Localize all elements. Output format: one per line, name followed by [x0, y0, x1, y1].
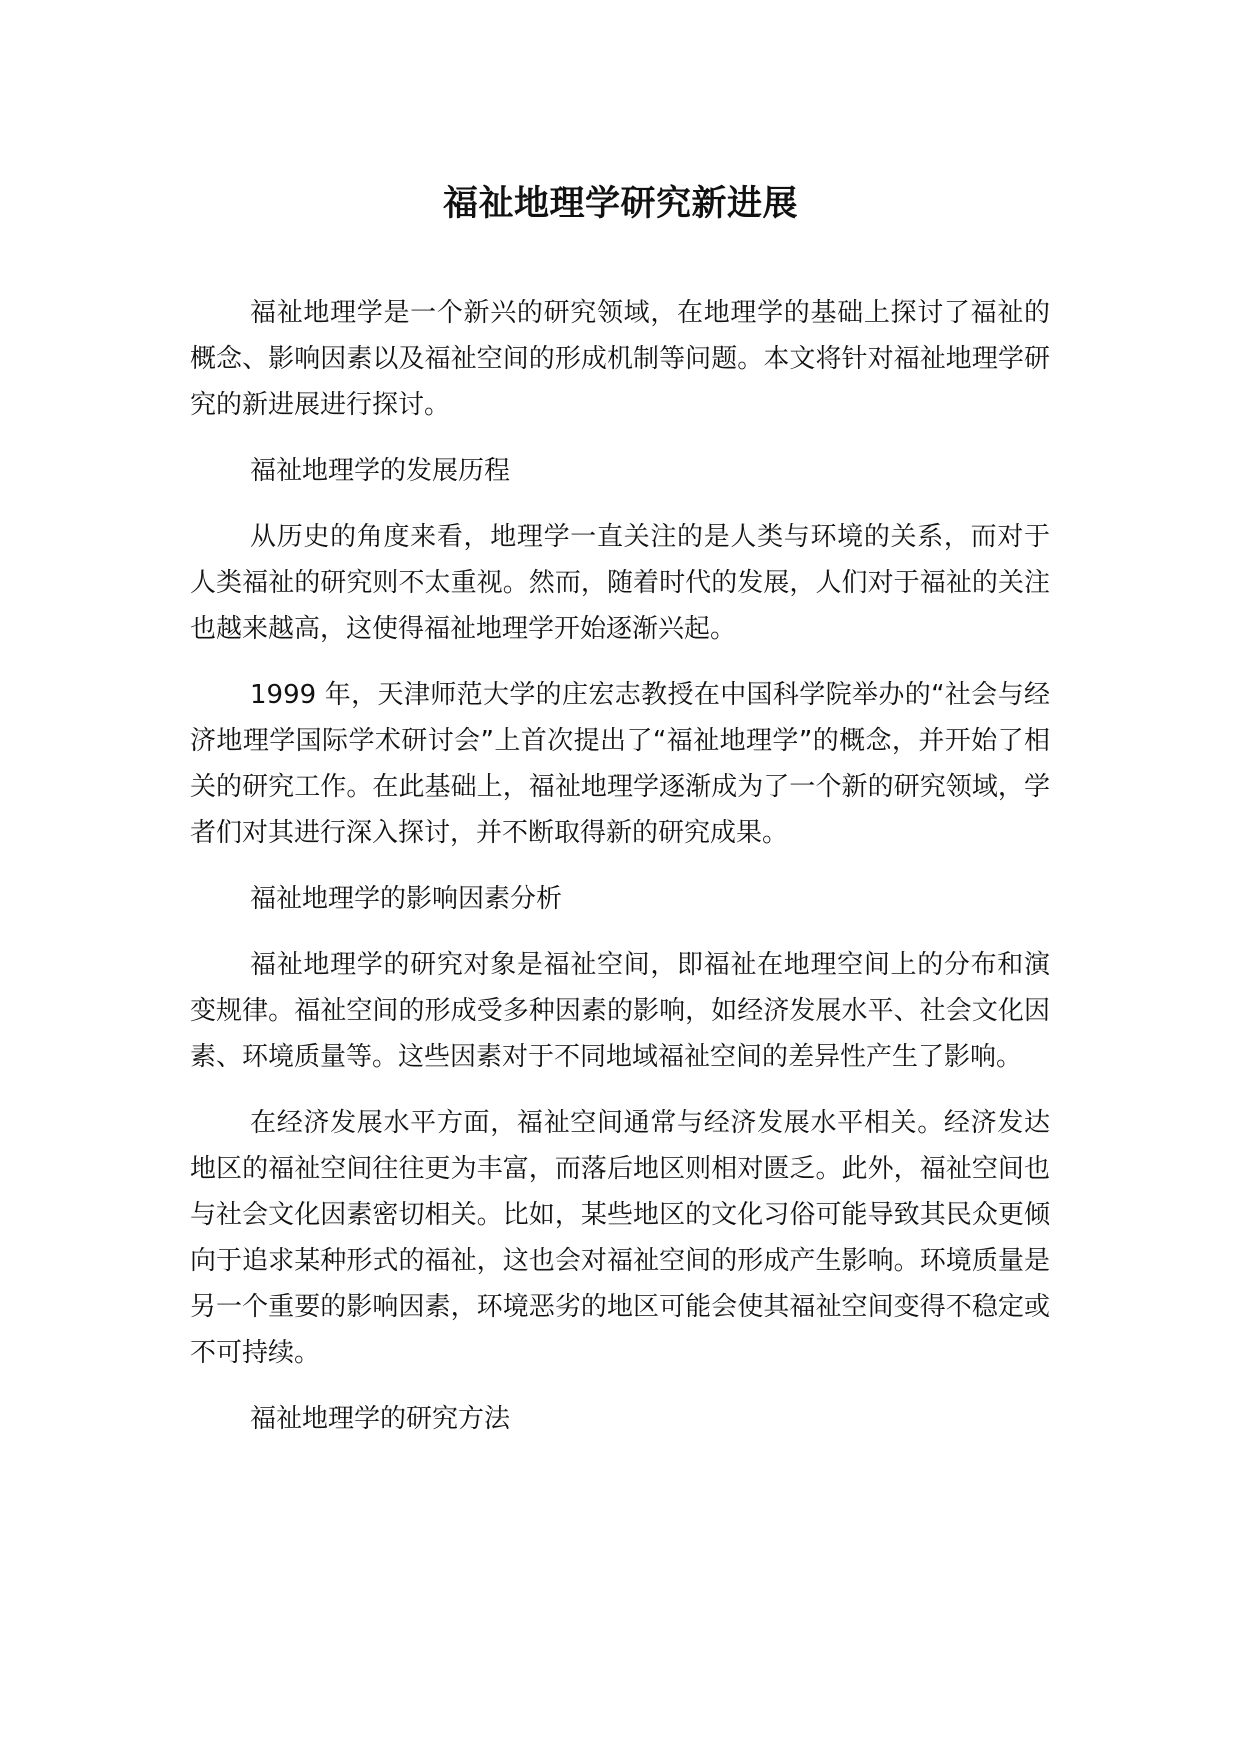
section-heading-factors: 福祉地理学的影响因素分析 [250, 884, 563, 914]
paragraph-economy: 在经济发展水平方面，福祉空间通常与经济发展水平相关。经济发达地区的福祉空间往往更为丰富，而落后地区则相对匮乏。此外，福祉空间也与社会文化因素密切相关。比如，某些地区的文化习俗可能导致其民众更倾向于追求某种形式的福祉，这也会对福祉空间的形成产生影响。环境质量是另一个重要的影响因素，环境恶劣的地区可能会使其福祉空间变得不稳定或不可持续。 [190, 1108, 1050, 1368]
paragraph-1999: 1999 年，天津师范大学的庄宏志教授在中国科学院举办的“社会与经济地理学国际学术研讨会”上首次提出了“福祉地理学”的概念，并开始了相关的研究工作。在此基础上，福祉地理学逐渐成为了一个新的研究领域，学者们对其进行深入探讨，并不断取得新的研究成果。 [190, 680, 1050, 848]
section-heading-methods: 福祉地理学的研究方法 [250, 1404, 511, 1434]
paragraph-history: 从历史的角度来看，地理学一直关注的是人类与环境的关系，而对于人类福祉的研究则不太重视。然而，随着时代的发展，人们对于福祉的关注也越来越高，这使得福祉地理学开始逐渐兴起。 [190, 522, 1050, 644]
paragraph-intro: 福祉地理学是一个新兴的研究领域，在地理学的基础上探讨了福祉的概念、影响因素以及福祉空间的形成机制等问题。本文将针对福祉地理学研究的新进展进行探讨。 [190, 298, 1050, 420]
section-heading-history: 福祉地理学的发展历程 [250, 456, 511, 486]
paragraph-factors: 福祉地理学的研究对象是福祉空间，即福祉在地理空间上的分布和演变规律。福祉空间的形成受多种因素的影响，如经济发展水平、社会文化因素、环境质量等。这些因素对于不同地域福祉空间的差异性产生了影响。 [190, 950, 1050, 1072]
document-title: 福祉地理学研究新进展 [442, 184, 798, 224]
document-body [190, 290, 1050, 1462]
